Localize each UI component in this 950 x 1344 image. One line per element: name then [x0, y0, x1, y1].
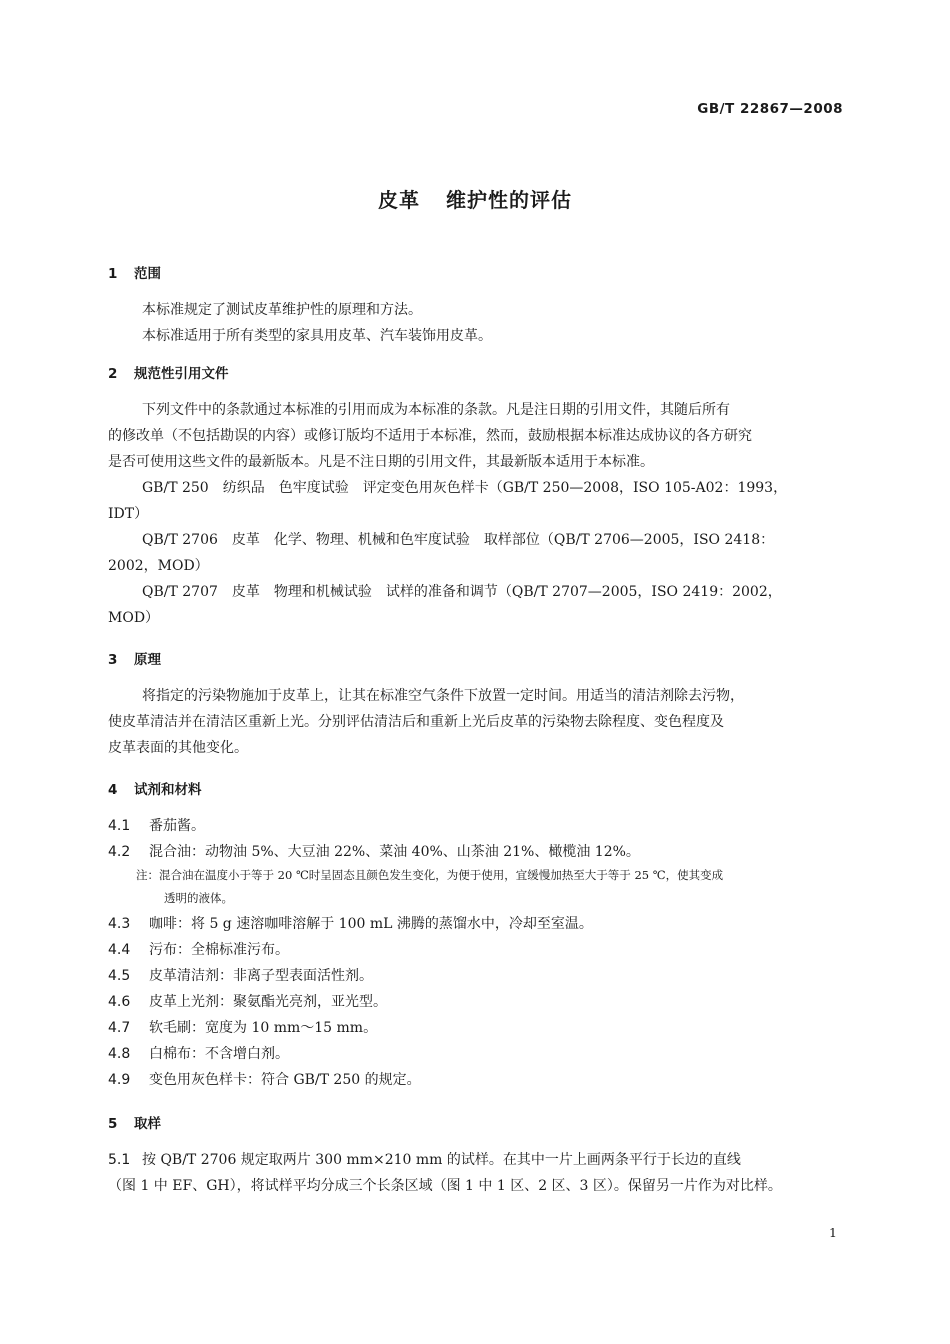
item-text: 变色用灰色样卡：符合 GB/T 250 的规定。 — [149, 1072, 421, 1088]
reference-qbt2707: QB/T 2707 皮革 物理和机械试验 试样的准备和调节（QB/T 2707—2005，ISO 2419：2002， — [142, 584, 782, 600]
item-number: 4.9 — [108, 1072, 131, 1088]
reference-gbt250-cont: IDT） — [108, 506, 149, 522]
item-number: 4.7 — [108, 1020, 131, 1036]
item-text: 软毛刷：宽度为 10 mm～15 mm。 — [149, 1020, 378, 1036]
item-number: 4.2 — [108, 844, 131, 860]
item-number: 4.5 — [108, 968, 131, 984]
reference-qbt2706-cont: 2002，MOD） — [108, 558, 209, 574]
item-number: 4.8 — [108, 1046, 131, 1062]
title-part1: 皮革 — [378, 188, 420, 212]
item-text: 皮革清洁剂：非离子型表面活性剂。 — [149, 968, 373, 984]
list-item — [108, 913, 593, 933]
section-4-heading — [108, 778, 202, 798]
note-line-1: 注：混合油在温度小于等于 20 ℃时呈固态且颜色发生变化，为便于使用，宜缓慢加热至大于等于 25 ℃，使其变成 — [136, 868, 724, 882]
item-number: 4.3 — [108, 916, 131, 932]
section-title: 范围 — [134, 266, 161, 282]
section-title: 原理 — [134, 652, 161, 668]
references-intro-line-3: 是否可使用这些文件的最新版本。凡是不注日期的引用文件，其最新版本适用于本标准。 — [108, 454, 654, 470]
scope-line-1: 本标准规定了测试皮革维护性的原理和方法。 — [142, 302, 422, 318]
section-title: 试剂和材料 — [134, 782, 202, 798]
list-item — [108, 1043, 289, 1063]
section-number: 4 — [108, 782, 118, 798]
scope-line-2: 本标准适用于所有类型的家具用皮革、汽车装饰用皮革。 — [142, 328, 492, 344]
section-1-heading — [108, 262, 161, 282]
section-5-heading — [108, 1112, 161, 1132]
section-number: 5 — [108, 1116, 118, 1132]
section-number: 2 — [108, 366, 118, 382]
page-number: 1 — [829, 1225, 837, 1240]
item-text: 混合油：动物油 5%、大豆油 22%、菜油 40%、山茶油 21%、橄榄油 12%。 — [149, 844, 640, 860]
page-title — [0, 184, 950, 213]
reference-qbt2707-cont: MOD） — [108, 610, 160, 626]
sampling-line-1 — [108, 1149, 741, 1169]
list-item — [108, 965, 373, 985]
section-number: 3 — [108, 652, 118, 668]
list-item — [108, 1069, 421, 1089]
list-item — [108, 815, 205, 835]
section-2-heading — [108, 362, 229, 382]
item-text: 白棉布：不含增白剂。 — [149, 1046, 289, 1062]
section-3-heading — [108, 648, 161, 668]
principle-line-2: 使皮革清洁并在清洁区重新上光。分别评估清洁后和重新上光后皮革的污染物去除程度、变色程度及 — [108, 714, 724, 730]
note-line-2: 透明的液体。 — [164, 891, 233, 905]
list-item — [108, 1017, 377, 1037]
principle-line-1: 将指定的污染物施加于皮革上，让其在标准空气条件下放置一定时间。用适当的清洁剂除去污物， — [142, 688, 744, 704]
list-item — [108, 841, 640, 861]
references-intro-line-1: 下列文件中的条款通过本标准的引用而成为本标准的条款。凡是注日期的引用文件，其随后所有 — [142, 402, 730, 418]
item-text: 番茄酱。 — [149, 818, 205, 834]
item-number: 4.4 — [108, 942, 131, 958]
item-number: 5.1 — [108, 1152, 131, 1168]
references-intro-line-2: 的修改单（不包括勘误的内容）或修订版均不适用于本标准，然而，鼓励根据本标准达成协议的各方研究 — [108, 428, 752, 444]
list-item — [108, 991, 387, 1011]
section-title: 规范性引用文件 — [134, 366, 229, 382]
reference-gbt250: GB/T 250 纺织品 色牢度试验 评定变色用灰色样卡（GB/T 250—2008，ISO 105-A02：1993， — [142, 480, 788, 496]
item-text: 按 QB/T 2706 规定取两片 300 mm×210 mm 的试样。在其中一片上画两条平行于长边的直线 — [142, 1152, 741, 1168]
item-text: 皮革上光剂：聚氨酯光亮剂，亚光型。 — [149, 994, 387, 1010]
principle-line-3: 皮革表面的其他变化。 — [108, 740, 248, 756]
item-text: 污布：全棉标准污布。 — [149, 942, 289, 958]
sampling-line-2: （图 1 中 EF、GH），将试样平均分成三个长条区域（图 1 中 1 区、2 区、3 区）。保留另一片作为对比样。 — [108, 1178, 782, 1194]
item-number: 4.1 — [108, 818, 131, 834]
reference-qbt2706: QB/T 2706 皮革 化学、物理、机械和色牢度试验 取样部位（QB/T 2706—2005，ISO 2418： — [142, 532, 775, 548]
standard-number: GB/T 22867—2008 — [697, 101, 843, 117]
section-number: 1 — [108, 266, 118, 282]
list-item — [108, 939, 289, 959]
section-title: 取样 — [134, 1116, 161, 1132]
title-part2: 维护性的评估 — [446, 188, 572, 212]
item-number: 4.6 — [108, 994, 131, 1010]
item-text: 咖啡：将 5 g 速溶咖啡溶解于 100 mL 沸腾的蒸馏水中，冷却至室温。 — [149, 916, 593, 932]
